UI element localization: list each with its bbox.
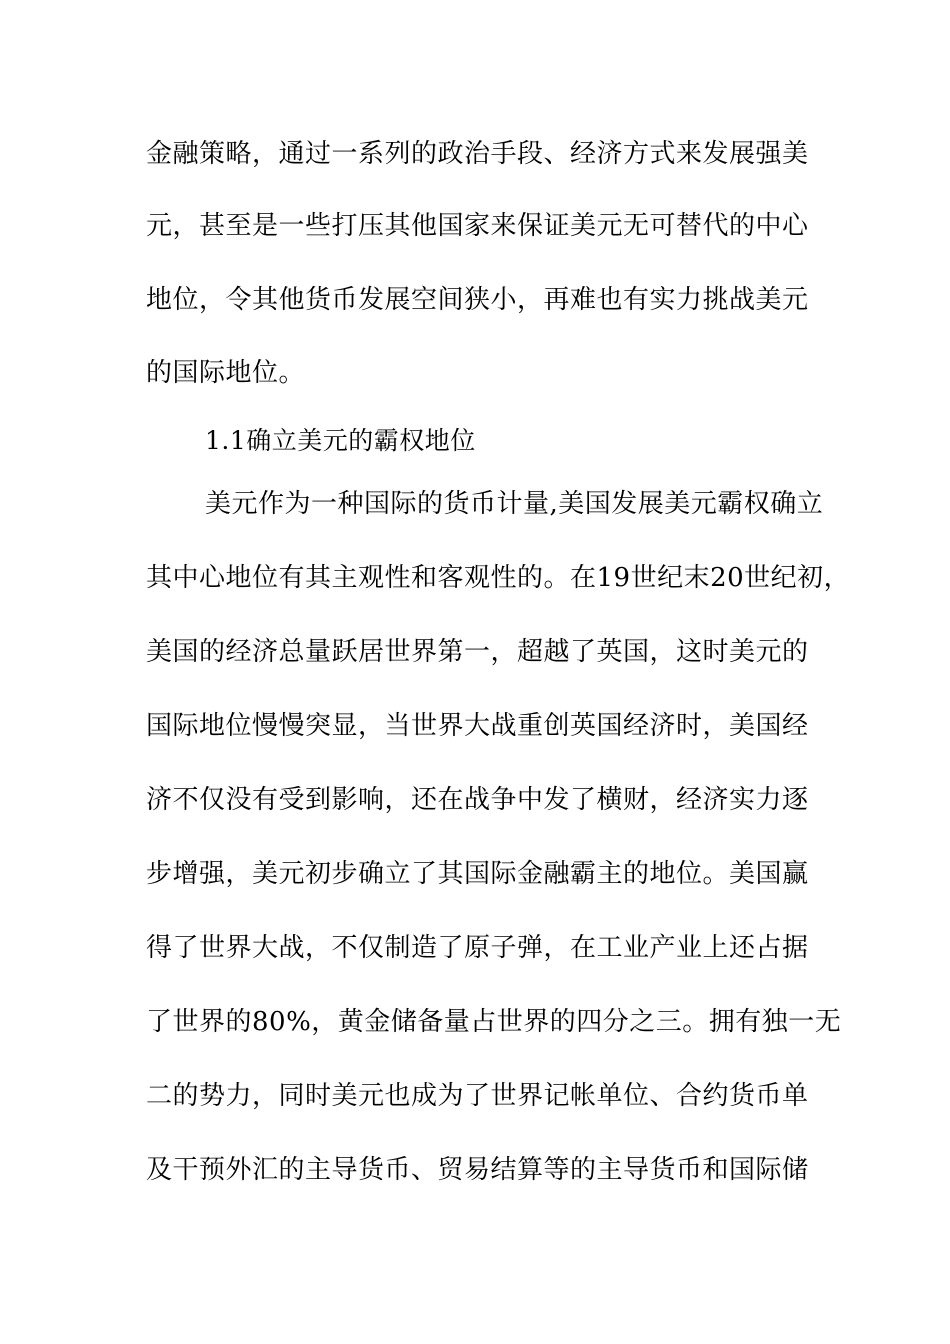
paragraph-line: 了世界的80%，黄金储备量占世界的四分之三。拥有独一无 <box>146 1007 842 1037</box>
paragraph-line: 得了世界大战，不仅制造了原子弹，在工业产业上还占据 <box>146 933 809 963</box>
paragraph-line: 国际地位慢慢突显，当世界大战重创英国经济时，美国经 <box>146 711 809 741</box>
section-heading: 1.1确立美元的霸权地位 <box>205 426 476 455</box>
paragraph-line: 美元作为一种国际的货币计量,美国发展美元霸权确立 <box>205 489 824 519</box>
paragraph-line: 步增强，美元初步确立了其国际金融霸主的地位。美国赢 <box>146 859 809 889</box>
paragraph-line: 元，甚至是一些打压其他国家来保证美元无可替代的中心 <box>146 211 809 241</box>
paragraph-line: 及干预外汇的主导货币、贸易结算等的主导货币和国际储 <box>146 1155 809 1185</box>
paragraph-line: 二的势力，同时美元也成为了世界记帐单位、合约货币单 <box>146 1081 809 1111</box>
paragraph-line: 地位，令其他货币发展空间狭小，再难也有实力挑战美元 <box>146 285 809 315</box>
paragraph-line: 金融策略，通过一系列的政治手段、经济方式来发展强美 <box>146 139 809 169</box>
paragraph-line: 美国的经济总量跃居世界第一，超越了英国，这时美元的 <box>146 637 809 667</box>
paragraph-line: 济不仅没有受到影响，还在战争中发了横财，经济实力逐 <box>146 785 809 815</box>
paragraph-line: 的国际地位。 <box>146 358 306 388</box>
paragraph-line: 其中心地位有其主观性和客观性的。在19世纪末20世纪初， <box>146 563 851 593</box>
